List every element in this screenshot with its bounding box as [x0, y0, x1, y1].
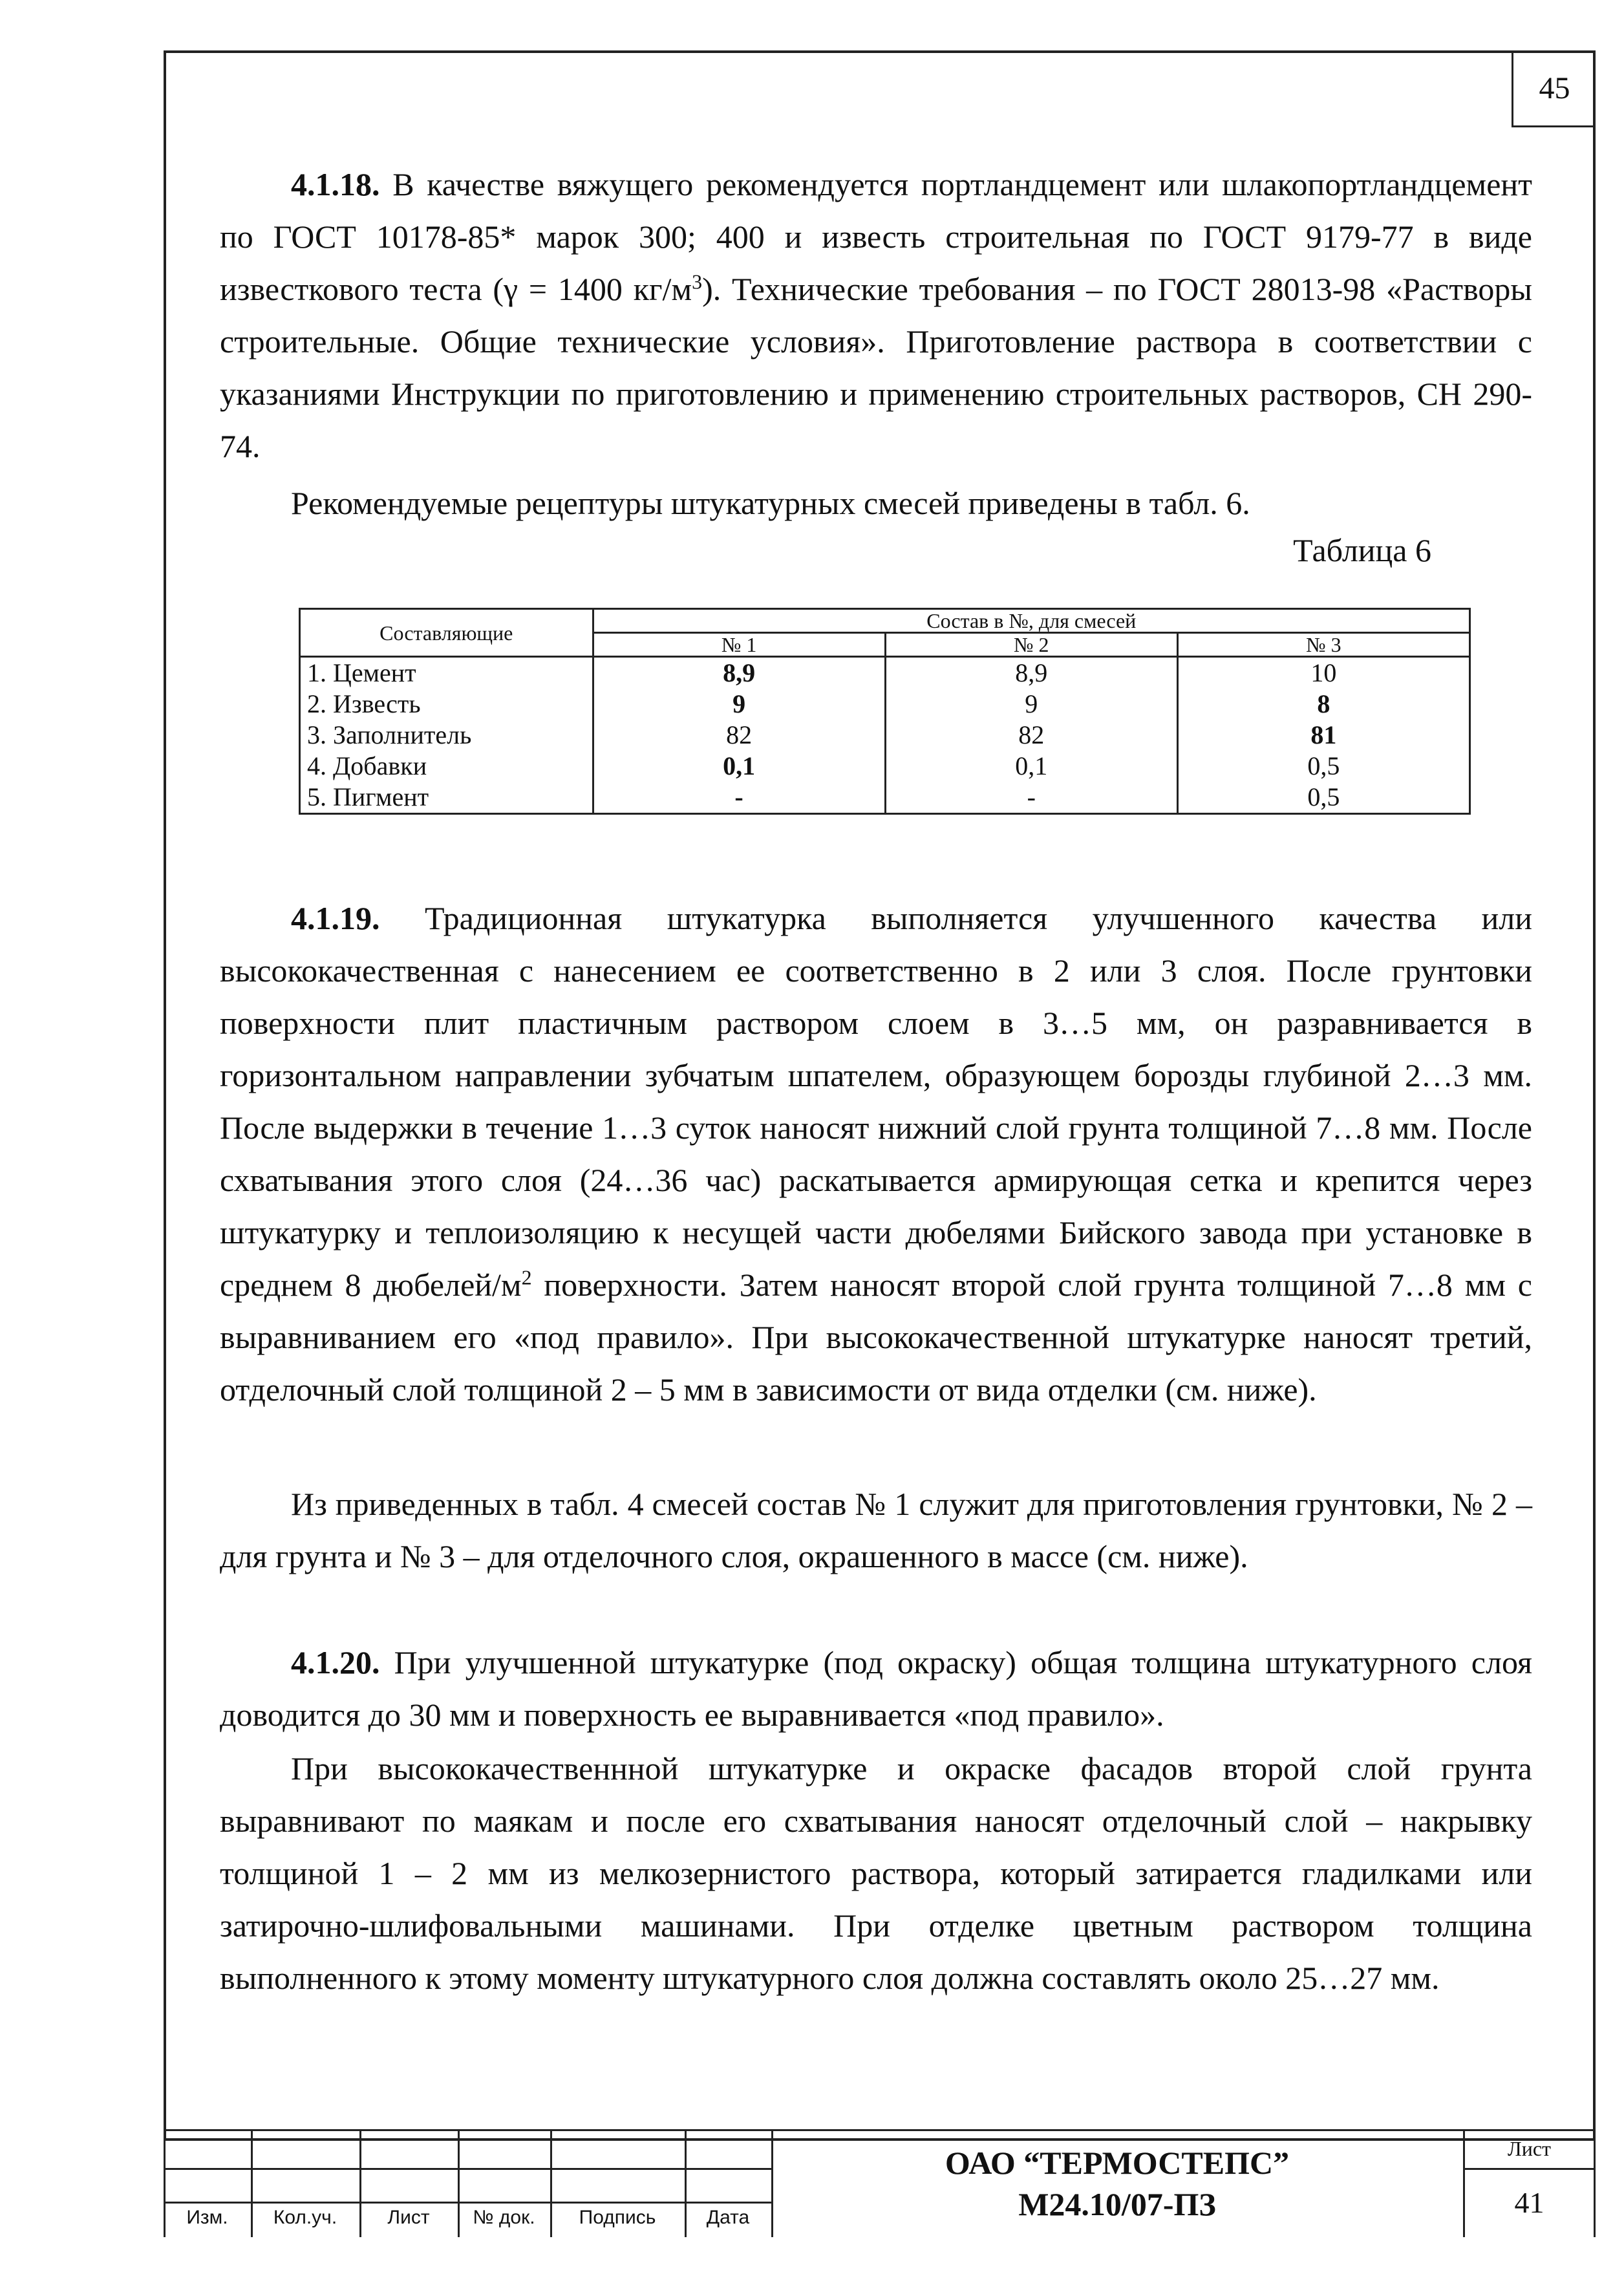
organization-name: ОАО “ТЕРМОСТЕПС” [945, 2144, 1290, 2181]
stamp-label-izm: Изм. [186, 2207, 228, 2228]
stamp-label-list: Лист [387, 2207, 430, 2228]
document-code: М24.10/07-ПЗ [1018, 2185, 1216, 2222]
title-block [164, 2129, 1596, 2237]
table-row: 5. Пигмент - - 0,5 [300, 782, 1470, 814]
stamp-label-date: Дата [706, 2207, 750, 2228]
table-row: 3. Заполнитель 82 82 81 [300, 720, 1470, 751]
table-row: 4. Добавки 0,1 0,1 0,5 [300, 751, 1470, 782]
header-col-1: № 1 [593, 633, 885, 657]
section-number: 4.1.19. [291, 900, 380, 936]
stamp-title [771, 2129, 1463, 2237]
page-number: 45 [1512, 50, 1596, 127]
paragraph-table-reference: Рекомендуемые рецептуры штукатурных смесей приведены в табл. 6. [291, 485, 1250, 521]
table-caption: Таблица 6 [1293, 532, 1431, 568]
paragraph-4-1-19: 4.1.19. Традиционная штукатурка выполняется улучшенного качества или высококачественная с нанесением ее соответственно в 2 или 3 слоя. После грунтовки поверхности плит пластичным раствором слоем в 3…5 мм, он разравнивается в горизонтальном направлении зубчатым шпателем, образующем борозды глубиной 2…3 мм. После выдержки в течение 1…3 суток наносят нижний слой грунта толщиной 7…8 мм. После схватывания этого слоя (24…36 час) раскатывается армирующая сетка и крепится через штукатурку и теплоизоляцию к несущей части дюбелями Бийского завода при установке в среднем 8 дюбелей/$м^2$ поверхности. Затем наносят второй слой грунта толщиной 7…8 мм с выравниванием его «под правило». При высококачественной штукатурке наносят третий, отделочный слой толщиной 2 – 5 мм в зависимости от вида отделки (см. ниже). [220, 900, 1532, 1408]
section-number: 4.1.20. [291, 1644, 380, 1680]
stamp-label-doc-number: № док. [473, 2207, 535, 2228]
header-col-3: № 3 [1177, 633, 1469, 657]
table-row: 2. Известь 9 9 8 [300, 689, 1470, 720]
paragraph-high-quality-plaster: При высококачественнной штукатурке и окраске фасадов второй слой грунта выравнивают по маякам и после его схватывания наносят отделочный слой – накрывку толщиной 1 – 2 мм из мелкозернистого раствора, который затирается гладилками или затирочно-шлифовальными машинами. При отделке цветным раствором толщина выполненного к этому моменту штукатурного слоя должна составлять около 25…27 мм. [220, 1750, 1532, 1996]
header-component: Составляющие [300, 609, 593, 657]
sheet-label: Лист [1507, 2136, 1551, 2160]
stamp-label-signature: Подпись [579, 2207, 656, 2228]
paragraph-table-4-note: Из приведенных в табл. 4 смесей состав № 1 служит для приготовления грунтовки, № 2 – для грунта и № 3 – для отделочного слоя, окрашенного в массе (см. ниже). [220, 1486, 1532, 1574]
sheet-number: 41 [1514, 2186, 1544, 2219]
mixture-table [299, 608, 1471, 815]
table-row: 1. Цемент 8,9 8,9 10 [300, 657, 1470, 689]
header-group: Состав в №, для смесей [593, 609, 1469, 633]
section-number: 4.1.18. [291, 166, 380, 202]
header-col-2: № 2 [885, 633, 1177, 657]
paragraph-4-1-20: 4.1.20. При улучшенной штукатурке (под окраску) общая толщина штукатурного слоя доводится до 30 мм и поверхность ее выравнивается «под правило». [220, 1644, 1532, 1733]
paragraph-4-1-18: 4.1.18. В качестве вяжущего рекомендуется портландцемент или шлакопортландцемент по ГОСТ 10178-85* марок 300; 400 и известь строительная по ГОСТ 9179-77 в виде известкового теста (γ = 1400 $кг/м^3$). Технические требования – по ГОСТ 28013-98 «Растворы строительные. Общие технические условия». Приготовление раствора в соответствии с указаниями Инструкции по приготовлению и применению строительных растворов, СН 290-74. [220, 166, 1533, 464]
stamp-label-kol-uch: Кол.уч. [273, 2207, 337, 2228]
